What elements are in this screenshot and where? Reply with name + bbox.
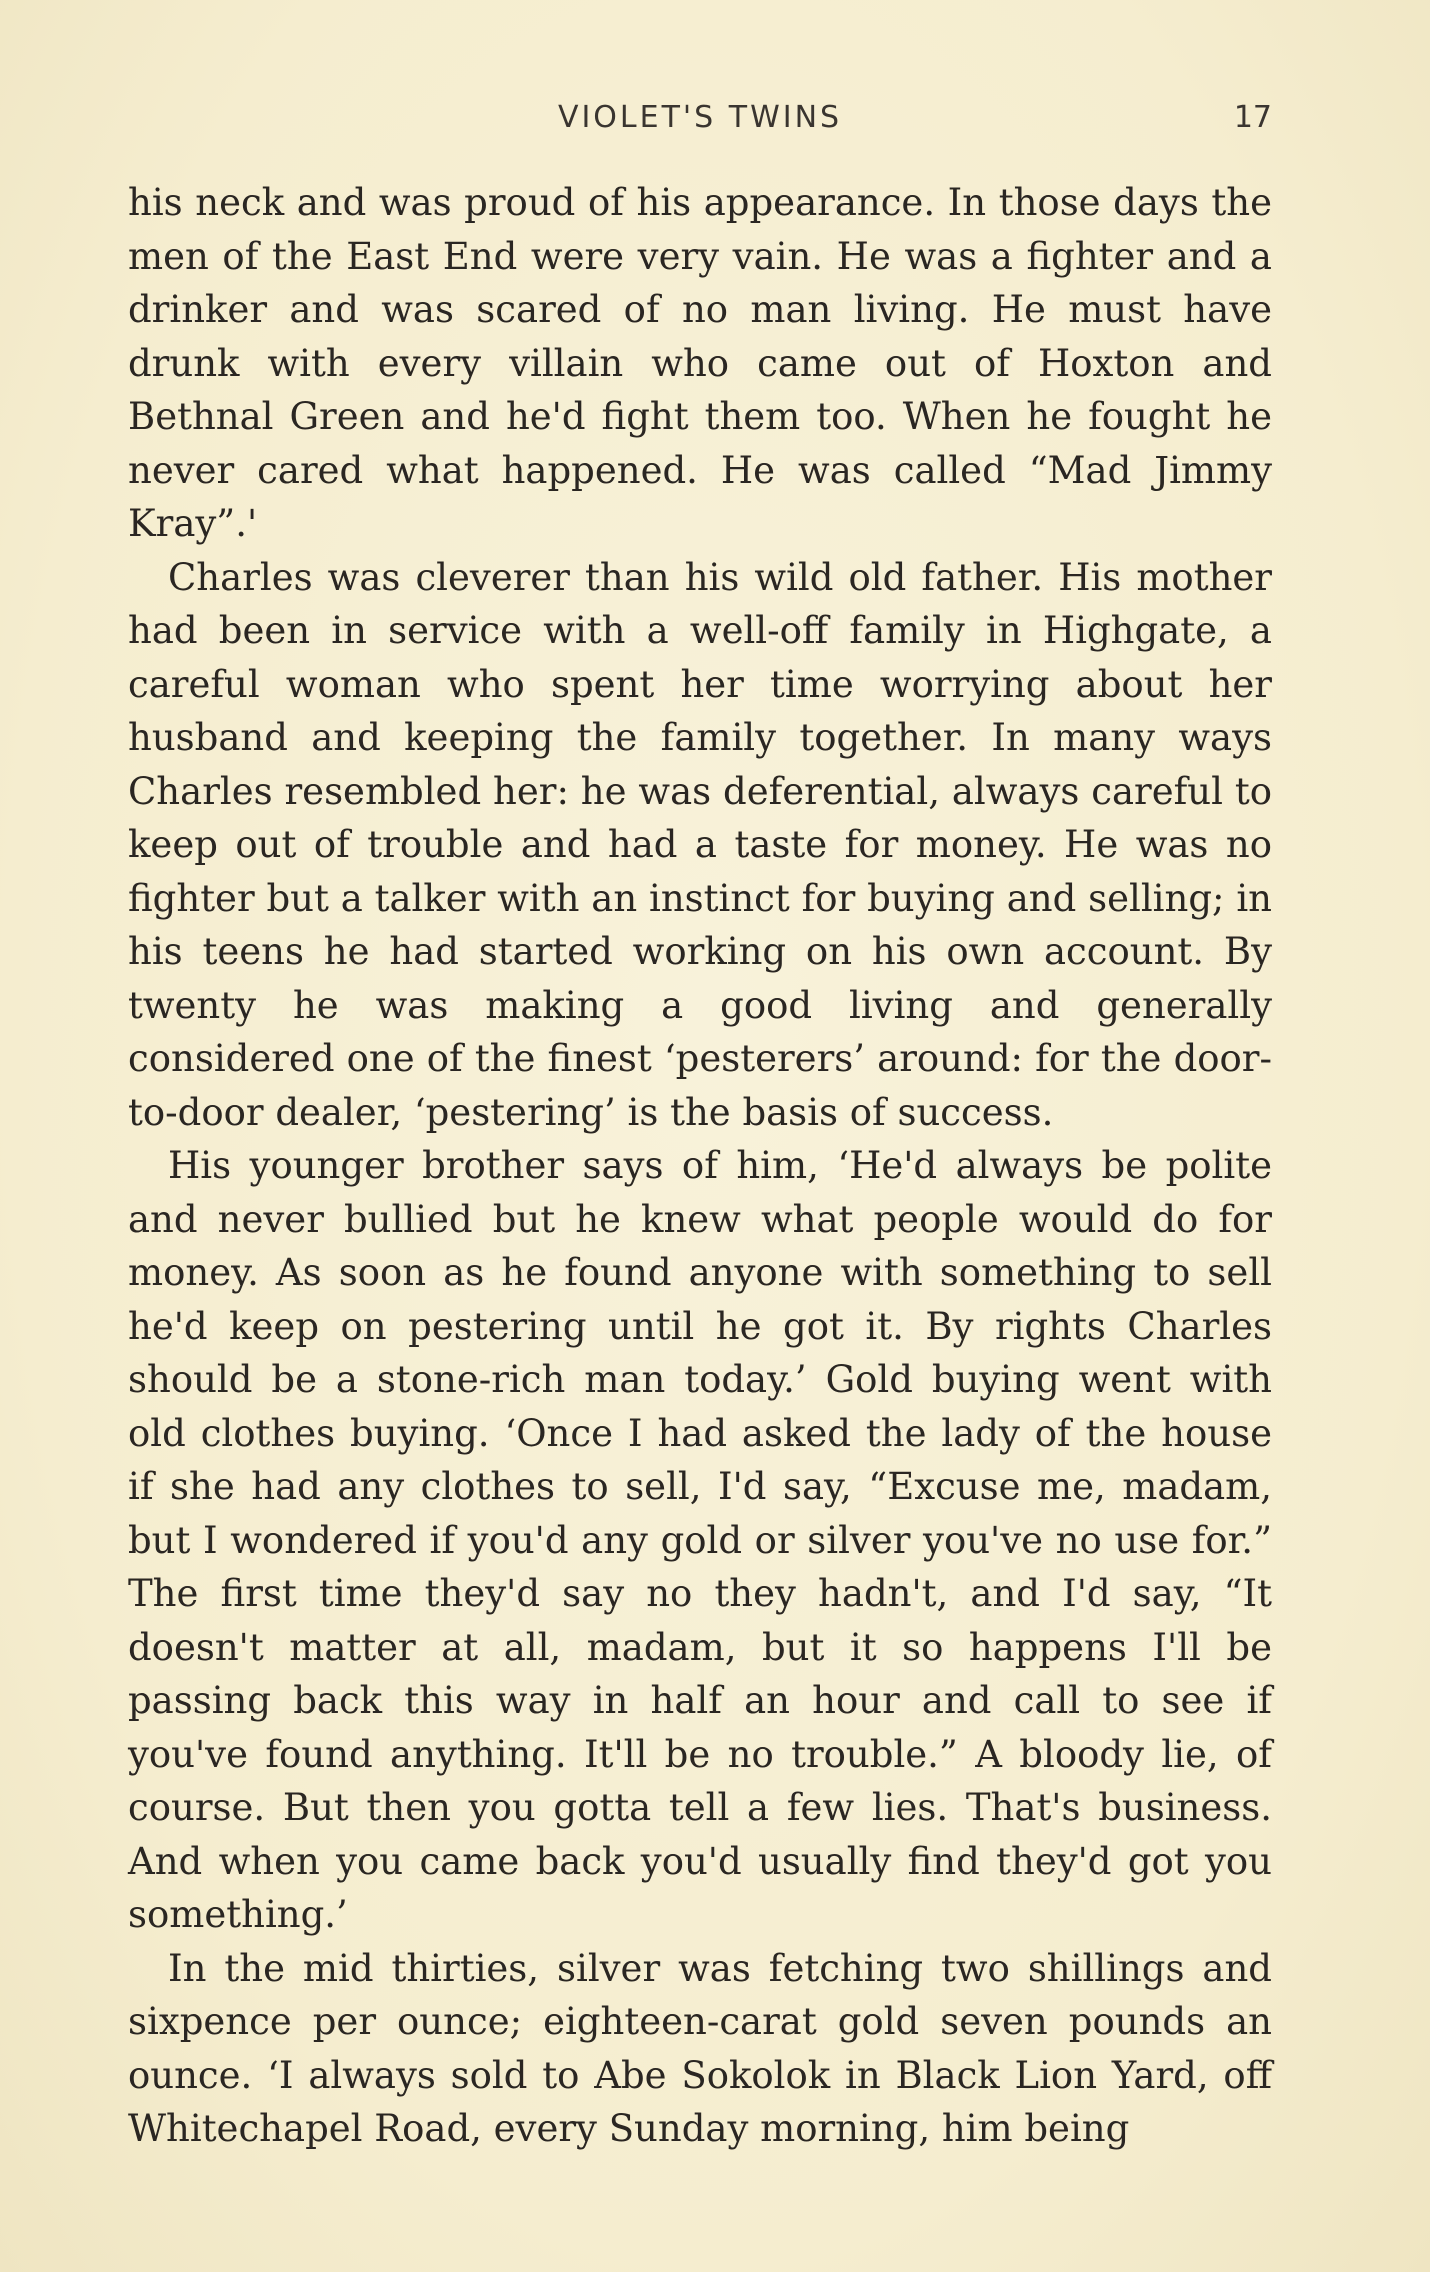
body-text: [128, 176, 1272, 2156]
running-title: VIOLET'S TWINS: [557, 100, 843, 135]
paragraph-3: His younger brother says of him, ‘He'd always be polite and never bullied but he knew what people would do for money. As soon as he found anyone with something to sell he'd keep on pestering until he got it. By rights Charles should be a stone-rich man today.’ Gold buying went with old clothes buying. ‘Once I had asked the lady of the house if she had any clothes to sell, I'd say, “Excuse me, madam, but I wondered if you'd any gold or silver you've no use for.” The first time they'd say no they hadn't, and I'd say, “It doesn't matter at all, madam, but it so happens I'll be passing back this way in half an hour and call to see if you've found anything. It'll be no trouble.” A bloody lie, of course. But then you gotta tell a few lies. That's business. And when you came back you'd usually find they'd got you something.’: [128, 1144, 1272, 1936]
paragraph-2: Charles was cleverer than his wild old father. His mother had been in service with a well-off family in Highgate, a careful woman who spent her time worrying about her husband and keeping the family together. In many ways Charles resembled her: he was deferential, always careful to keep out of trouble and had a taste for money. He was no fighter but a talker with an instinct for buying and selling; in his teens he had started working on his own account. By twenty he was making a good living and generally considered one of the finest ‘pesterers’ around: for the door-to-door dealer, ‘pestering’ is the basis of success.: [128, 555, 1272, 1134]
paragraph-1: his neck and was proud of his appearance. In those days the men of the East End were very vain. He was a fighter and a drinker and was scared of no man living. He must have drunk with every villain who came out of Hoxton and Bethnal Green and he'd fight them too. When he fought he never cared what happened. He was called “Mad Jimmy Kray”.': [128, 181, 1272, 545]
running-head: [128, 100, 1272, 146]
paragraph-4: In the mid thirties, silver was fetching two shillings and sixpence per ounce; eighteen-carat gold seven pounds an ounce. ‘I always sold to Abe Sokolok in Black Lion Yard, off Whitechapel Road, every Sunday morning, him being: [128, 1946, 1272, 2150]
page-number: 17: [1233, 100, 1272, 135]
